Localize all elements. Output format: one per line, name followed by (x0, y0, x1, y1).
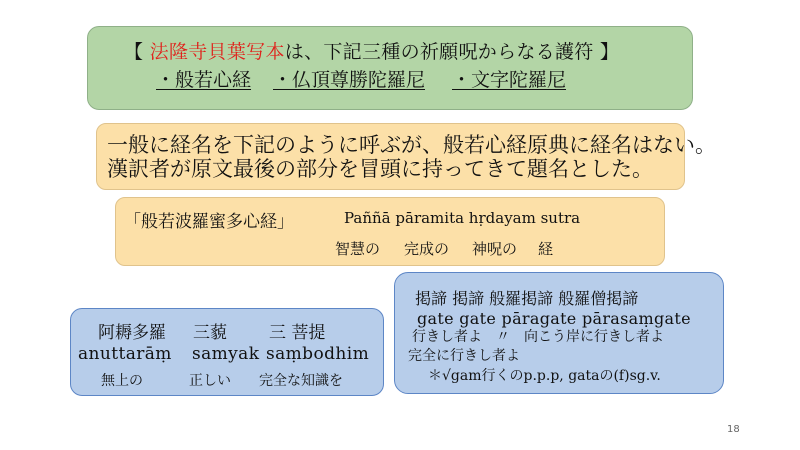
gloss-supreme: 無上の (101, 373, 143, 389)
bracket-close: 】 (599, 41, 620, 63)
jp-sanmyaku: 三藐 (193, 323, 227, 343)
anuttara-box (70, 308, 384, 396)
etymology-note: ＊√gam行くのp.p.p, gataの(f)sg.v. (428, 368, 661, 384)
jp-anokutara: 阿耨多羅 (98, 323, 166, 343)
jp-sanbodai: 三 菩提 (269, 323, 326, 343)
gloss-perfection: 完成の (404, 240, 450, 258)
gloss-complete-knowledge: 完全な知識を (259, 373, 343, 389)
note-line-2: 漢訳者が原文最後の部分を冒頭に持ってきて題名とした。 (107, 157, 653, 181)
sutra-name-note-box (96, 123, 716, 190)
mantra-translation: 行きし者よ 〃 向こう岸に行きし者よ (412, 329, 664, 345)
mantra-kanji: 掲諦 掲諦 般羅掲諦 般羅僧掲諦 (415, 289, 639, 308)
sanskrit-sambodhim: saṃbodhim (266, 344, 370, 364)
green-info-box (87, 26, 693, 110)
manuscript-name: 法隆寺貝葉写本 (149, 41, 285, 63)
mantra-translation-2: 完全に行きし者よ (408, 348, 520, 364)
sanskrit-samyak: samyak (192, 344, 260, 364)
title-sanskrit: Paññā pāramita hṛdayam sutra (344, 209, 581, 227)
note-line-1: 一般に経名を下記のように呼ぶが、般若心経原典に経名はない。 (107, 133, 716, 157)
green-box-heading (124, 37, 619, 64)
bracket-open: 【 (124, 41, 144, 63)
gloss-sutra: 経 (538, 240, 554, 258)
sutra-title-box (115, 197, 665, 266)
heading-text: は、下記三種の祈願呪からなる護符 (284, 41, 594, 63)
gloss-wisdom: 智慧の (335, 240, 381, 258)
item-heart-sutra: ・般若心経 (156, 69, 252, 91)
gloss-mantra: 神呪の (472, 240, 518, 258)
gloss-correct: 正しい (189, 373, 231, 389)
gate-mantra-box (394, 272, 724, 394)
page-number: 18 (727, 424, 740, 435)
item-letter-dharani: ・文字陀羅尼 (452, 69, 567, 91)
sanskrit-anuttaram: anuttarāṃ (78, 344, 172, 364)
mantra-sanskrit: gate gate pāragate pārasaṃgate (417, 309, 691, 328)
title-japanese: 「般若波羅蜜多心経」 (124, 212, 294, 232)
item-usnisa-dharani: ・仏頂尊勝陀羅尼 (273, 69, 426, 91)
